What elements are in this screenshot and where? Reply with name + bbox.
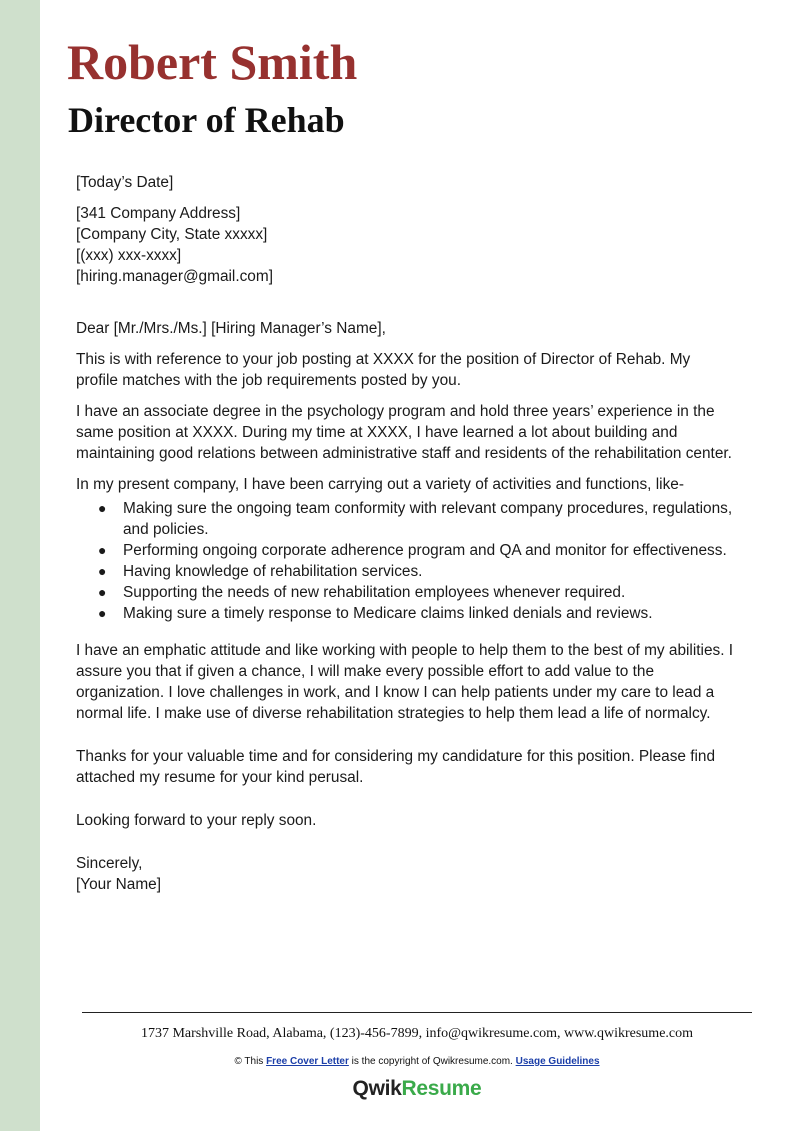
footer-divider [82, 1012, 752, 1013]
applicant-name: Robert Smith [67, 34, 358, 90]
decorative-sidebar [0, 0, 41, 1131]
list-item: ● Making sure a timely response to Medicare claims linked denials and reviews. [98, 605, 653, 622]
free-cover-letter-link[interactable]: Free Cover Letter [266, 1056, 349, 1067]
list-item: ● Supporting the needs of new rehabilitation employees whenever required. [98, 584, 626, 601]
address-line: [341 Company Address] [76, 205, 241, 222]
recipient-address [76, 203, 736, 287]
paragraph-intro: This is with reference to your job posting at XXXX for the position of Director of Rehab. My profile matches with the job requirements posted by you. [76, 351, 691, 389]
paragraph-thanks: Thanks for your valuable time and for considering my candidature for this position. Please find attached my resume for your kind perusal. [76, 748, 716, 786]
list-item: ● Having knowledge of rehabilitation services. [98, 563, 423, 580]
paragraph-attitude: I have an emphatic attitude and like working with people to help them to the best of my abilities. I assure you that if given a chance, I will make every possible effort to add value to the organization. I love challenges in work, and I know I can help patients under my care to lead a normal life. I make use of diverse rehabilitation strategies to help them lead a life of normalcy. [76, 642, 734, 722]
qwikresume-logo: QwikResume [352, 1077, 482, 1100]
bullet-icon: ● [98, 584, 107, 600]
address-line: [hiring.manager@gmail.com] [76, 268, 273, 285]
list-item: ● Performing ongoing corporate adherence program and QA and monitor for effectiveness. [98, 542, 727, 559]
list-item: ● Making sure the ongoing team conformity with relevant company procedures, regulations, and policies. [98, 500, 733, 538]
sidebar-divider [40, 0, 42, 1131]
signature: [Your Name] [76, 876, 161, 893]
paragraph-experience: I have an associate degree in the psychology program and hold three years’ experience in the same position at XXXX. During my time at XXXX, I have learned a lot about building and maintaining good relations between administrative staff and residents of the rehabilitation center. [76, 403, 732, 462]
copyright-notice: © This Free Cover Letter is the copyright of Qwikresume.com. Usage Guidelines [234, 1056, 600, 1067]
greeting: Dear [Mr./Mrs./Ms.] [Hiring Manager’s Name], [76, 320, 386, 337]
job-title: Director of Rehab [68, 100, 345, 140]
sign-off: Sincerely, [76, 855, 143, 872]
address-line: [Company City, State xxxxx] [76, 226, 268, 243]
bullet-icon: ● [98, 542, 107, 558]
bullet-icon: ● [98, 605, 107, 621]
bullet-icon: ● [98, 563, 107, 579]
footer-contact: 1737 Marshville Road, Alabama, (123)-456-7899, info@qwikresume.com, www.qwikresume.com [140, 1026, 694, 1041]
letter-date: [Today’s Date] [76, 174, 174, 191]
letter-body [76, 172, 736, 895]
usage-guidelines-link[interactable]: Usage Guidelines [515, 1056, 600, 1067]
paragraph-activities-intro: In my present company, I have been carrying out a variety of activities and functions, like- [76, 476, 684, 493]
bullet-icon: ● [98, 500, 107, 516]
duties-list [76, 498, 736, 624]
address-line: [(xxx) xxx-xxxx] [76, 247, 182, 264]
paragraph-closing: Looking forward to your reply soon. [76, 812, 317, 829]
